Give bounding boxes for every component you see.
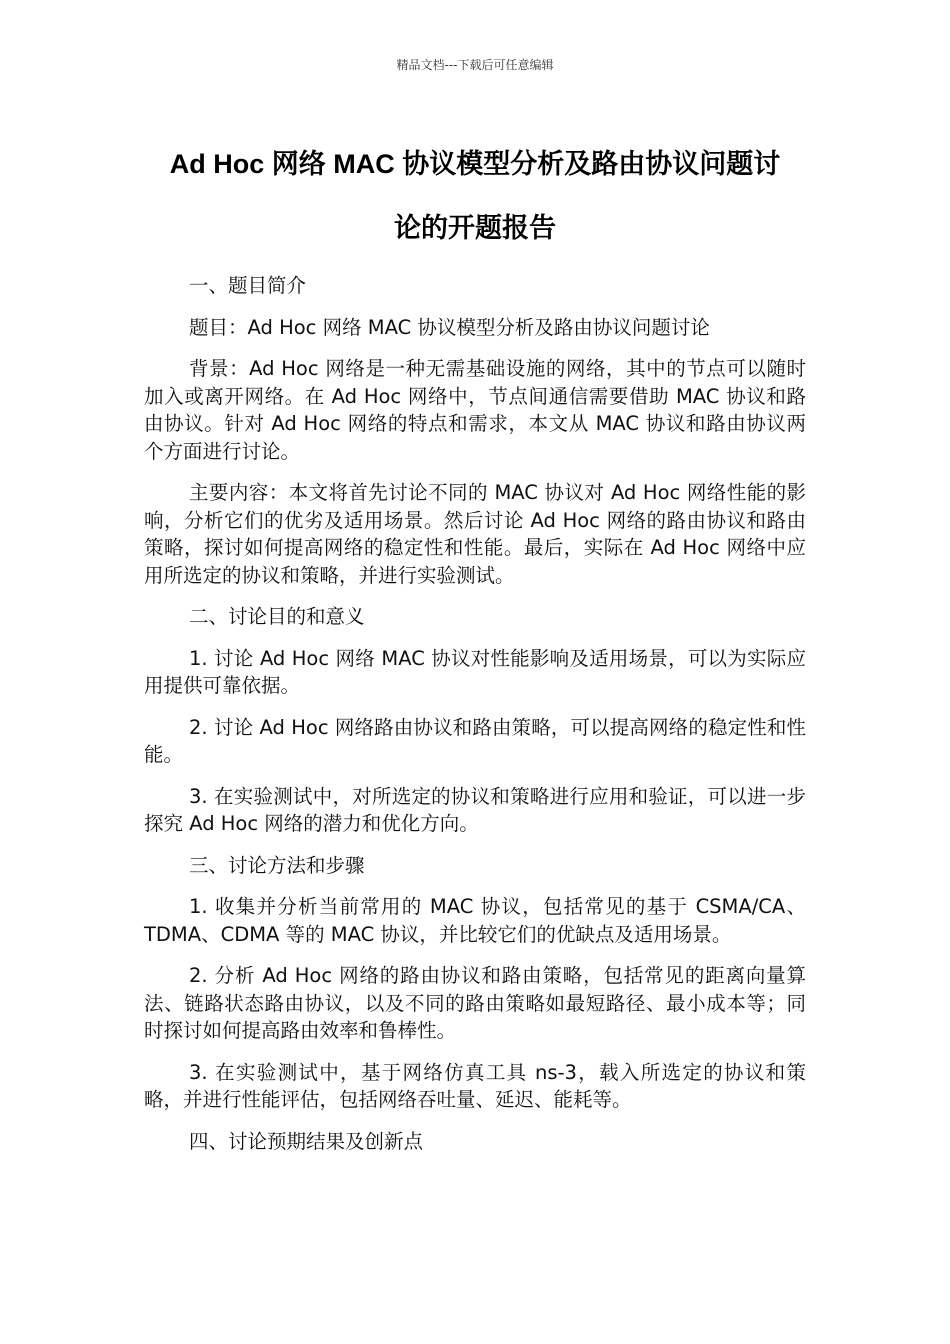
document-title-line-2: 论的开题报告 [394,213,556,243]
paragraph-method-3: 3. 在实验测试中，基于网络仿真工具 ns-3，载入所选定的协议和策略，并进行性能评估，包括网络吞吐量、延迟、能耗等。 [144,1060,806,1111]
paragraph-main-content: 主要内容：本文将首先讨论不同的 MAC 协议对 Ad Hoc 网络性能的影响，分析它们的优劣及适用场景。然后讨论 Ad Hoc 网络的路由协议和路由策略，探讨如何提高网络的稳定性和性能。最后，实际在 Ad Hoc 网络中应用所选定的协议和策略，并进行实验测试。 [144,481,806,587]
section-heading-methods: 三、讨论方法和步骤 [189,853,365,877]
paragraph-method-1: 1. 收集并分析当前常用的 MAC 协议，包括常见的基于 CSMA/CA、TDMA、CDMA 等的 MAC 协议，并比较它们的优缺点及适用场景。 [144,895,806,946]
document-body [144,272,806,1169]
paragraph-purpose-3: 3. 在实验测试中，对所选定的协议和策略进行应用和验证，可以进一步探究 Ad Hoc 网络的潜力和优化方向。 [144,784,806,835]
paragraph-purpose-2: 2. 讨论 Ad Hoc 网络路由协议和路由策略，可以提高网络的稳定性和性能。 [144,715,806,766]
paragraph-background: 背景：Ad Hoc 网络是一种无需基础设施的网络，其中的节点可以随时加入或离开网络。在 Ad Hoc 网络中，节点间通信需要借助 MAC 协议和路由协议。针对 Ad Hoc 网络的特点和需求，本文从 MAC 协议和路由协议两个方面进行讨论。 [144,357,806,463]
section-heading-expected-results: 四、讨论预期结果及创新点 [189,1129,424,1153]
paragraph-method-2: 2. 分析 Ad Hoc 网络的路由协议和路由策略，包括常见的距离向量算法、链路状态路由协议，以及不同的路由策略如最短路径、最小成本等；同时探讨如何提高路由效率和鲁棒性。 [144,964,806,1042]
header-watermark: 精品文档---下载后可任意编辑 [396,58,554,72]
paragraph-topic: 题目：Ad Hoc 网络 MAC 协议模型分析及路由协议问题讨论 [189,315,710,339]
document-title [145,132,805,260]
section-heading-topic-intro: 一、题目简介 [189,274,307,297]
section-heading-purpose: 二、讨论目的和意义 [189,605,365,628]
paragraph-purpose-1: 1. 讨论 Ad Hoc 网络 MAC 协议对性能影响及适用场景，可以为实际应用提供可靠依据。 [144,646,806,697]
document-title-line-1: Ad Hoc 网络 MAC 协议模型分析及路由协议问题讨 [169,149,781,179]
